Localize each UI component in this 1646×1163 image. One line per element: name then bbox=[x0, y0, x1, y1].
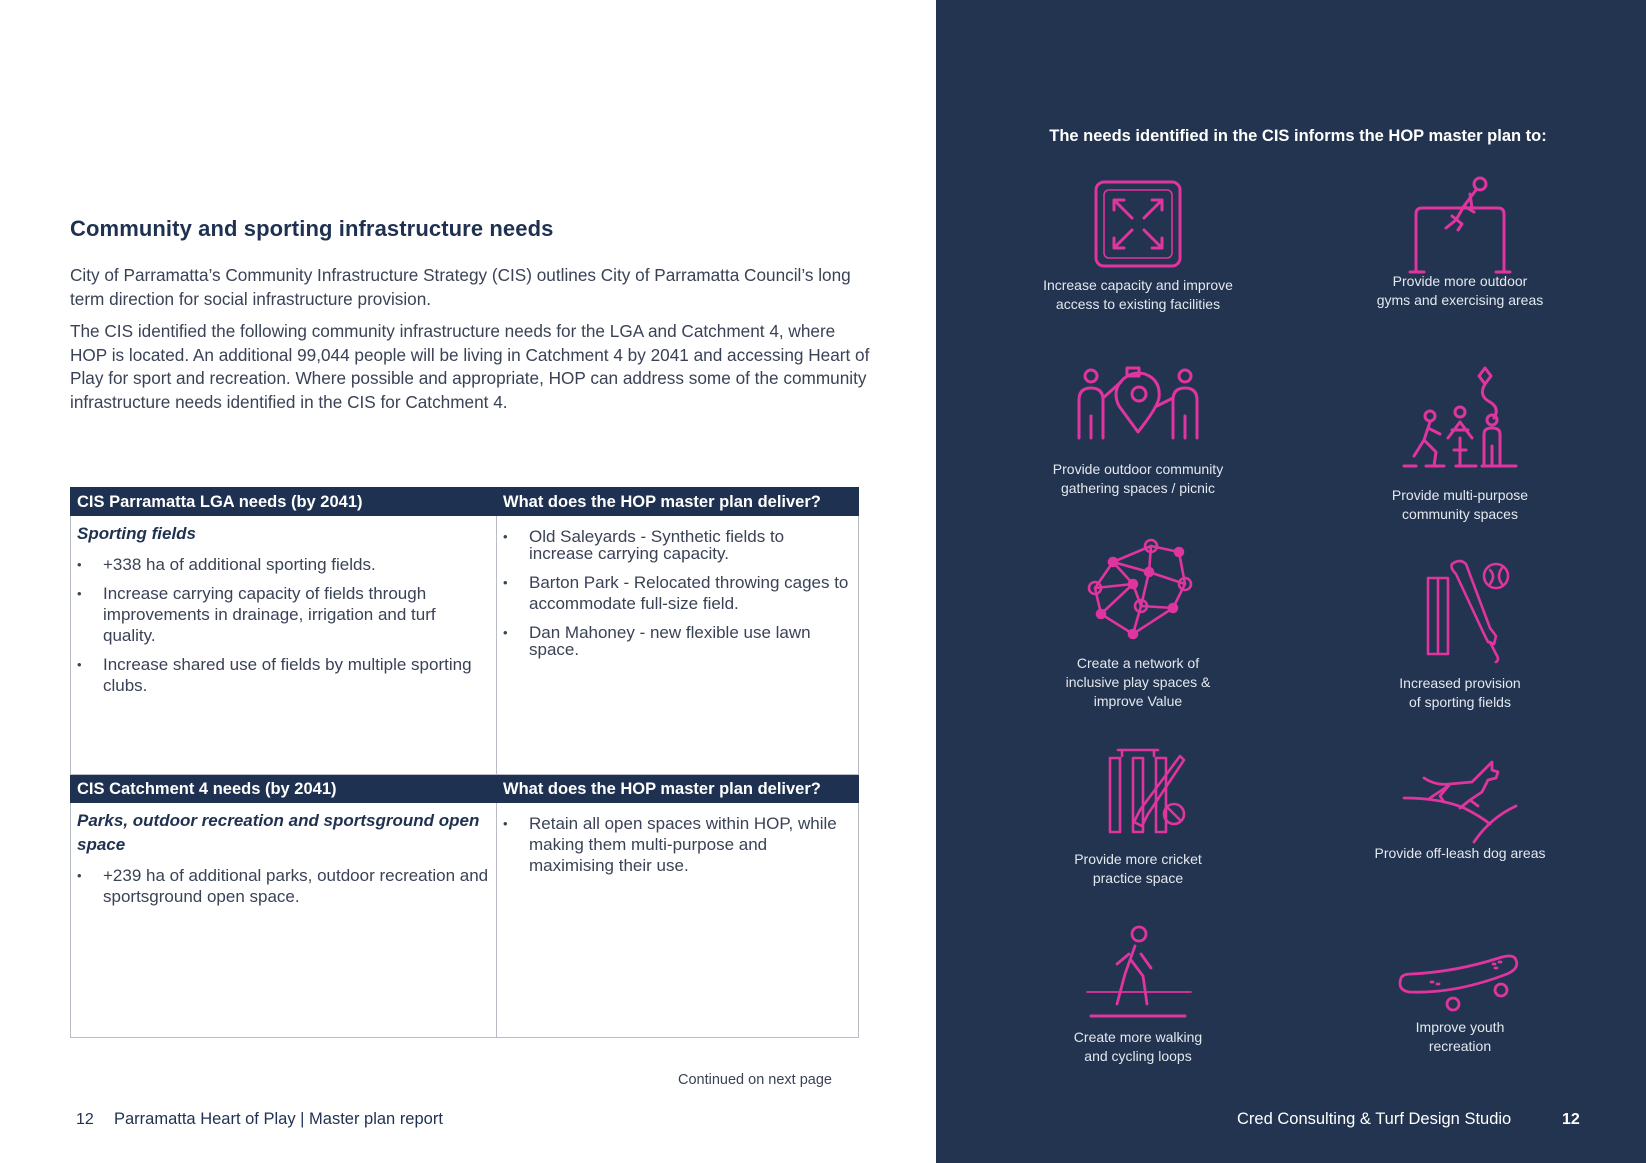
needs-list bbox=[77, 865, 490, 907]
table-header-row bbox=[71, 488, 859, 516]
continued-note: Continued on next page bbox=[678, 1072, 832, 1088]
page-number-right: 12 bbox=[1562, 1111, 1580, 1128]
network-icon bbox=[1083, 538, 1193, 644]
table-cell bbox=[71, 803, 497, 1038]
item-caption: Create more walking and cycling loops bbox=[1073, 1029, 1203, 1064]
outdoor-gym-icon bbox=[1400, 176, 1520, 274]
list-item: • Retain all open spaces within HOP, while making them multi-purpose and maximising their use. bbox=[503, 813, 852, 876]
deliver-list bbox=[503, 528, 852, 658]
list-item: • Increase carrying capacity of fields through improvements in drainage, irrigation and turf quality. bbox=[77, 583, 490, 646]
item-caption: Provide more cricket practice space bbox=[1074, 851, 1202, 886]
table-cell bbox=[497, 516, 859, 775]
table-cell bbox=[497, 803, 859, 1038]
item-caption: Create a network of inclusive play spaces & improve Value bbox=[1065, 655, 1211, 709]
item-youth-recreation bbox=[1340, 950, 1580, 1056]
expand-arrows-icon bbox=[1088, 178, 1188, 274]
table-row bbox=[71, 803, 859, 1038]
item-caption: Improve youth recreation bbox=[1415, 1019, 1505, 1054]
table-header-cell: What does the HOP master plan deliver? bbox=[497, 488, 859, 516]
footer-right: Cred Consulting & Turf Design Studio bbox=[1237, 1110, 1512, 1128]
item-cricket-practice bbox=[1018, 746, 1258, 888]
item-caption: Increased provision of sporting fields bbox=[1399, 675, 1521, 710]
multi-purpose-people-icon bbox=[1400, 366, 1520, 476]
table-subheading: Parks, outdoor recreation and sportsground open space bbox=[77, 811, 480, 854]
item-gathering bbox=[1018, 366, 1258, 498]
table-header-cell: CIS Parramatta LGA needs (by 2041) bbox=[71, 488, 497, 516]
gathering-location-icon bbox=[1073, 366, 1203, 442]
footer-left: Parramatta Heart of Play | Master plan report bbox=[114, 1110, 443, 1128]
table-header-cell: What does the HOP master plan deliver? bbox=[497, 775, 859, 803]
skateboard-icon bbox=[1395, 950, 1525, 1014]
walking-person-icon bbox=[1083, 924, 1193, 1020]
item-increase-capacity bbox=[1018, 178, 1258, 314]
table-header-cell: CIS Catchment 4 needs (by 2041) bbox=[71, 775, 497, 803]
list-item: • Increase shared use of fields by multiple sporting clubs. bbox=[77, 654, 490, 696]
table-header-row bbox=[71, 775, 859, 803]
list-item: • Barton Park - Relocated throwing cages to accommodate full-size field. bbox=[503, 572, 852, 614]
deliver-list bbox=[503, 813, 852, 876]
table-cell bbox=[71, 516, 497, 775]
item-caption: Provide outdoor community gathering spaces / picnic bbox=[1052, 461, 1224, 496]
item-caption: Provide more outdoor gyms and exercising areas bbox=[1376, 273, 1544, 308]
item-walking-cycling bbox=[1018, 924, 1258, 1066]
table-subheading: Sporting fields bbox=[77, 524, 196, 543]
cricket-bat-ball-icon bbox=[1410, 556, 1510, 668]
needs-list bbox=[77, 554, 490, 696]
item-play-network bbox=[1018, 538, 1258, 711]
item-off-leash-dog bbox=[1340, 756, 1580, 863]
section-title: Community and sporting infrastructure needs bbox=[70, 216, 554, 241]
needs-table bbox=[70, 487, 859, 1038]
item-caption: Provide off-leash dog areas bbox=[1374, 845, 1546, 861]
table-row bbox=[71, 516, 859, 775]
item-outdoor-gyms bbox=[1340, 176, 1580, 310]
item-caption: Provide multi-purpose community spaces bbox=[1391, 487, 1529, 522]
cricket-stumps-icon bbox=[1088, 746, 1188, 836]
list-item: • +239 ha of additional parks, outdoor recreation and sportsground open space. bbox=[77, 865, 490, 907]
intro-paragraph: City of Parramatta’s Community Infrastructure Strategy (CIS) outlines City of Parramatta Council’s long term direction for social infrastructure provision. bbox=[70, 265, 851, 309]
right-heading: The needs identified in the CIS informs the HOP master plan to: bbox=[1049, 127, 1547, 145]
list-item: • Dan Mahoney - new flexible use lawn space. bbox=[503, 624, 852, 658]
item-caption: Increase capacity and improve access to existing facilities bbox=[1043, 277, 1233, 312]
list-item: • +338 ha of additional sporting fields. bbox=[77, 554, 490, 575]
page-number-left: 12 bbox=[76, 1111, 94, 1128]
dog-jumping-icon bbox=[1400, 756, 1520, 844]
needs-paragraph: The CIS identified the following community infrastructure needs for the LGA and Catchment 4, where HOP is located. An additional 99,044 people will be living in Catchment 4 by 2041 and accessing Heart of Play for sport and recreation. Where possible and appropriate, HOP can address some of the community infrastructure needs identified in the CIS for Catchment 4. bbox=[70, 321, 870, 412]
list-item: • Old Saleyards - Synthetic fields to increase carrying capacity. bbox=[503, 528, 852, 562]
item-multi-purpose bbox=[1340, 366, 1580, 524]
item-sporting-fields bbox=[1340, 556, 1580, 712]
